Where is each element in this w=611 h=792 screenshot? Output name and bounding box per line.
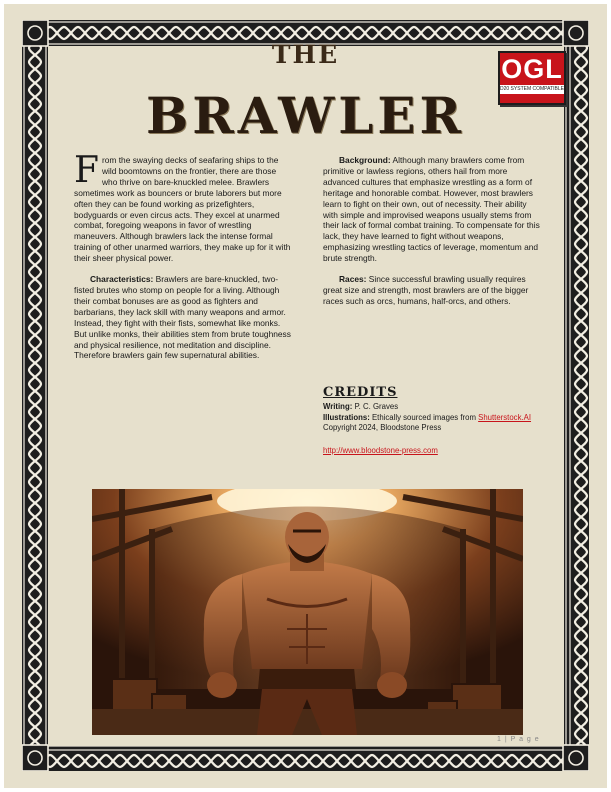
credits-spacer [323, 434, 541, 446]
shutterstock-link[interactable]: Shutterstock.AI [478, 412, 532, 422]
illustrations-label: Illustrations: [323, 412, 370, 422]
head [285, 512, 329, 562]
left-column [74, 150, 292, 371]
writing-value: P. C. Graves [352, 402, 399, 411]
ogl-badge-subtext: D20 SYSTEM COMPATIBLE [500, 86, 564, 92]
brawler-illustration [92, 489, 523, 735]
background-paragraph [323, 155, 541, 264]
credits-writing [323, 402, 541, 413]
races-paragraph [323, 274, 541, 307]
intro-paragraph [74, 150, 292, 264]
characteristics-text: Brawlers are bare-knuckled, two-fisted brutes who stomp on people for a living. Although their combat bonuses are as good as fighters and barbarians, they lack skill with many weapons and armor. Instead, they fight with their fists, somewhat like monks. But unlike monks, their abilities stem from brute toughness and physical resilience, not meditation and discipline. Therefore brawlers gain few supernatural abilities. [74, 274, 291, 361]
writing-label: Writing: [323, 402, 353, 411]
page-title: BRAWLER [145, 86, 466, 145]
arena-floor [92, 709, 523, 735]
background-text: Although many brawlers come from primitive or lawless regions, others hail from more advanced cultures that emphasize wrestling as a form of heritage and honorable combat. However, most brawlers learn to fight on their own, out of necessity. Their ability with simple and improvised weapons usually stems from their lack of formal combat training. To compensate for this lack, they have learned to fight without weapons, emphasizing wrestling tactics of leverage, momentum and brute strength. [323, 155, 540, 264]
ogl-badge-text: OGL [501, 54, 563, 84]
right-fist [377, 672, 407, 698]
races-text: Since successful brawling usually requires great size and strength, most brawlers are of the bigger races such as orcs, humans, half-orcs, and others. [323, 274, 529, 306]
background-label: Background: [339, 155, 391, 165]
credits-copyright: Copyright 2024, Bloodstone Press [323, 423, 442, 432]
right-column [323, 155, 541, 317]
border-bottom [22, 745, 589, 771]
belt [258, 667, 356, 689]
title-the: THE [271, 40, 340, 69]
credits-heading: CREDITS [323, 385, 398, 400]
races-label: Races: [339, 274, 367, 285]
page-number: 1 | P a g e [497, 736, 540, 743]
intro-text: rom the swaying decks of seafaring ships to the wild boomtowns on the frontier, there are those who thrive on bare-knuckled melee. Brawlers sometimes work as bouncers or brute laborers but more often they can be found working as prizefighters, bodyguards or even circus acts. They excel at unarmed combat, foregoing weapons in favor of wrestling maneuvers. Although brawlers lack the intense formal training of other unarmed warriors, they make up for it with their sheer physical power. [74, 155, 291, 264]
left-fist [207, 672, 237, 698]
credits-illustrations [323, 413, 541, 424]
illustrations-value: Ethically sourced images from [369, 412, 479, 422]
website-link[interactable]: http://www.bloodstone-press.com [323, 445, 438, 455]
characteristics-label: Characteristics: [90, 274, 154, 285]
ogl-badge [498, 51, 566, 105]
characteristics-paragraph [74, 274, 292, 361]
drop-cap: F [74, 150, 99, 191]
credits-block [323, 402, 541, 456]
